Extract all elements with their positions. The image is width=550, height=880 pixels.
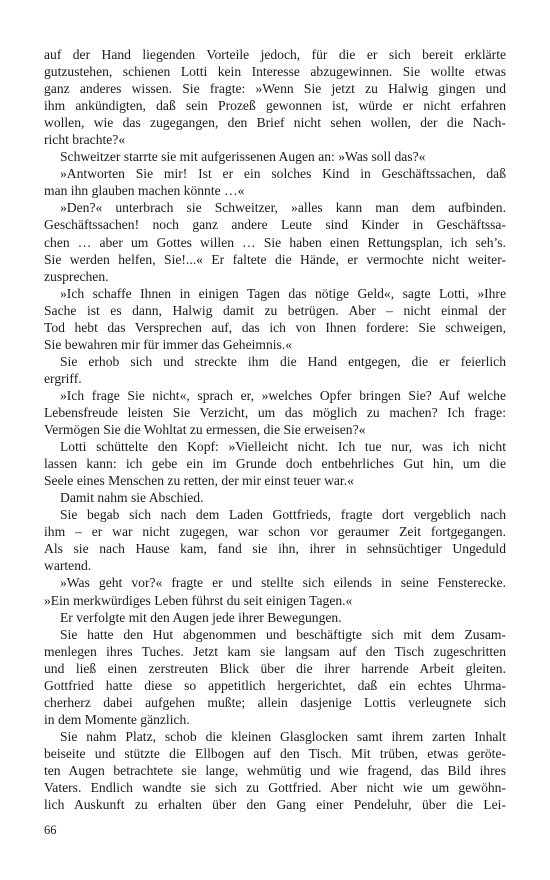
text-line: ihm – er war nicht zugegen, war schon vor geraumer Zeit fortgegangen.	[44, 524, 506, 540]
text-line: auf der Hand liegenden Vorteile jedoch, für die er sich bereit erklärte	[44, 47, 506, 62]
text-line: Vaters. Endlich wandte sie sich zu Gottfried. Aber nicht wie um gewöhn-	[44, 780, 506, 796]
text-line: ganz anderes wissen. Sie fragte: »Wenn Sie jetzt zu Halwig gingen und	[44, 81, 506, 97]
text-line: Sie erhob sich und streckte ihm die Hand entgegen, die er feierlich	[60, 353, 506, 369]
text-line: wollen, wie das zugegangen, den Brief nicht sehen wollen, der die Nach-	[44, 115, 506, 131]
text-line: Seele eines Menschen zu retten, der mir einst teuer war.«	[44, 473, 354, 489]
text-line: Sie werden helfen, Sie!...« Er faltete die Hände, er vermochte nicht weiter-	[44, 251, 506, 267]
text-line: Tod hebt das Versprechen auf, das ich von Ihnen fordere: Sie schweigen,	[44, 319, 506, 335]
text-line: lich Auskunft zu erhalten über den Gang einer Pendeluhr, über die Lei-	[44, 797, 506, 813]
text-line: Sache ist es dann, Halwig damit zu betrügen. Aber – nicht einmal der	[44, 302, 506, 318]
text-line: Geschäftssachen! noch ganz andere Leute sind Kinder in Geschäftssa-	[44, 217, 506, 233]
text-block	[44, 46, 506, 813]
text-line: Gottfried hatte diese so appetitlich hergerichtet, daß ein echtes Uhrma-	[44, 677, 506, 693]
text-line: Sie bewahren mir für immer das Geheimnis.«	[44, 336, 293, 352]
text-line: und ließ einen zerstreuten Blick über die ihrer harrende Arbeit gleiten.	[44, 660, 506, 676]
text-line: »Was geht vor?« fragte er und stellte sich eilends in seine Fensterecke.	[60, 575, 506, 591]
text-line: Sie begab sich nach dem Laden Gottfrieds, fragte dort vergeblich nach	[60, 507, 506, 523]
text-line: chen … aber um Gottes willen … Sie haben einen Rettungsplan, ich seh’s.	[44, 234, 506, 250]
text-line: menlegen ihres Tuches. Jetzt kam sie langsam auf den Tisch zugeschritten	[44, 643, 506, 659]
text-line: Er verfolgte mit den Augen jede ihrer Bewegungen.	[60, 609, 342, 625]
text-line: gutzustehen, schienen Lotti kein Interesse abzugewinnen. Sie wollte etwas	[44, 64, 506, 80]
text-line: Vermögen Sie die Wohltat zu ermessen, die Sie erweisen?«	[44, 422, 366, 438]
text-line: Schweitzer starrte sie mit aufgerissenen Augen an: »Was soll das?«	[60, 149, 426, 165]
text-line: Als sie nach Hause kam, fand sie ihn, ihrer in sehnsüchtiger Ungeduld	[44, 541, 506, 557]
text-line: cherherz dabei aufgehen mußte; allein dasjenige Lottis verleugnete sich	[44, 694, 506, 710]
text-line: beiseite und stützte die Ellbogen auf den Tisch. Mit trüben, etwas geröte-	[44, 745, 506, 761]
text-line: Damit nahm sie Abschied.	[60, 490, 204, 506]
text-line: »Antworten Sie mir! Ist er ein solches Kind in Geschäftssachen, daß	[60, 166, 506, 182]
text-line: richt brachte?«	[44, 132, 126, 148]
text-line: »Ich frage Sie nicht«, sprach er, »welches Opfer bringen Sie? Auf welche	[60, 387, 506, 403]
text-line: Sie nahm Platz, schob die kleinen Glasglocken samt ihrem zarten Inhalt	[60, 728, 506, 744]
text-line: Lotti schüttelte den Kopf: »Vielleicht nicht. Ich tue nur, was ich nicht	[60, 439, 506, 455]
text-line: wartend.	[44, 558, 92, 574]
text-line: man ihn glauben machen könnte …«	[44, 183, 245, 199]
text-line: ihm ankündigten, daß sein Prozeß gewonnen ist, würde er nicht erfahren	[44, 98, 506, 114]
text-line: lassen kann: ich gebe ein im Grunde doch entbehrliches Gut hin, um die	[44, 456, 506, 472]
text-line: in dem Momente gänzlich.	[44, 711, 190, 727]
text-line: zusprechen.	[44, 268, 109, 284]
text-line: Sie hatte den Hut abgenommen und beschäftigte sich mit dem Zusam-	[60, 626, 506, 642]
page-number: 66	[44, 823, 57, 837]
text-line: ten Augen betrachtete sie lange, wehmütig und wie fragend, das Bild ihres	[44, 762, 506, 778]
text-line: »Ich schaffe Ihnen in einigen Tagen das nötige Geld«, sagte Lotti, »Ihre	[60, 285, 506, 301]
text-line: »Den?« unterbrach sie Schweitzer, »alles kann man dem aufbinden.	[60, 200, 506, 216]
text-line: »Ein merkwürdiges Leben führst du seit einigen Tagen.«	[44, 592, 353, 608]
text-line: ergriff.	[44, 370, 82, 386]
text-line: Lebensfreude leisten Sie Verzicht, um das möglich zu machen? Ich frage:	[44, 404, 506, 420]
